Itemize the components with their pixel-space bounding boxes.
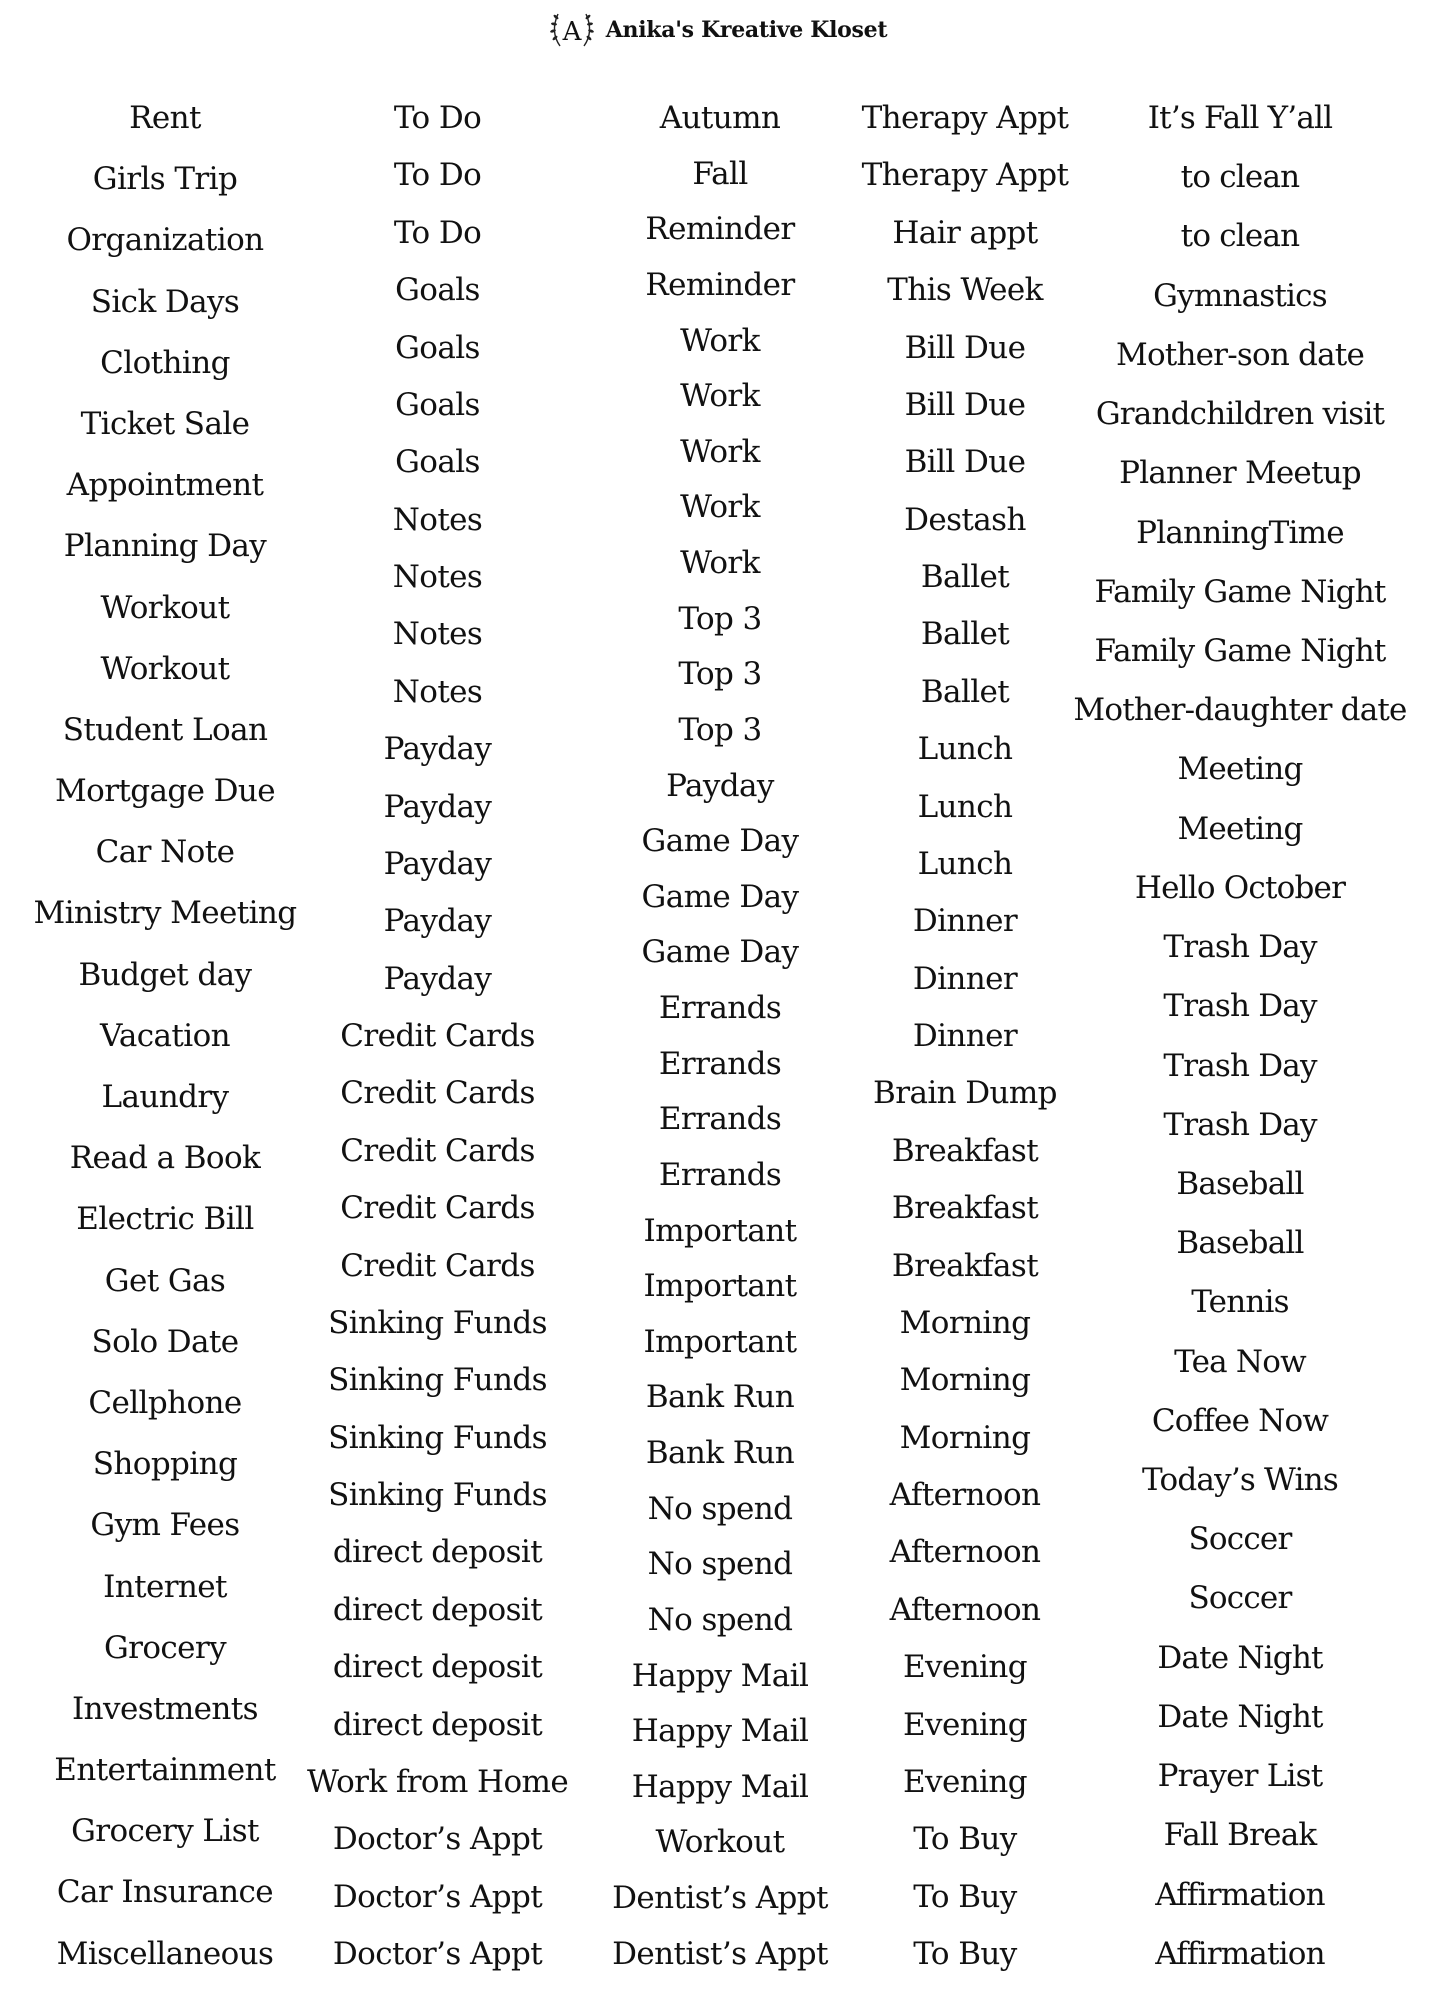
sticker-label: Ballet <box>920 616 1010 653</box>
sticker-label: to clean <box>1180 159 1300 196</box>
sticker-label: Family Game Night <box>1094 632 1386 669</box>
sticker-label: direct deposit <box>332 1649 543 1686</box>
sticker-label: Credit Cards <box>340 1132 535 1169</box>
sticker-label: Grandchildren visit <box>1095 396 1385 433</box>
sticker-column-2 <box>295 96 580 1976</box>
sticker-label: Rent <box>129 100 201 136</box>
sticker-label: Destash <box>904 501 1026 538</box>
sticker-label: Baseball <box>1176 1165 1304 1202</box>
sticker-label: No spend <box>647 1490 793 1527</box>
sticker-label: Car Note <box>95 834 235 871</box>
sticker-label: Afternoon <box>889 1534 1041 1571</box>
sticker-label: Tennis <box>1191 1284 1289 1321</box>
sticker-label: Workout <box>100 650 230 687</box>
sticker-label: Grocery <box>103 1629 227 1666</box>
sticker-label: Afternoon <box>889 1591 1041 1628</box>
sticker-label: Payday <box>383 845 492 882</box>
sticker-label: Ballet <box>920 673 1010 710</box>
sticker-label: Budget day <box>78 956 252 993</box>
sticker-label: Fall <box>692 155 748 192</box>
sticker-label: Payday <box>383 903 492 940</box>
sticker-label: Work from Home <box>306 1763 569 1800</box>
sticker-label: Sinking Funds <box>328 1304 547 1341</box>
sticker-label: Get Gas <box>104 1262 226 1299</box>
sticker-label: Goals <box>395 444 480 481</box>
sticker-label: Laundry <box>101 1079 229 1115</box>
sticker-label: Grocery List <box>71 1813 259 1850</box>
sticker-label: Ministry Meeting <box>33 895 297 932</box>
sticker-label: Goals <box>395 329 480 366</box>
sticker-label: Breakfast <box>891 1247 1039 1284</box>
sticker-label: Reminder <box>645 211 795 248</box>
sticker-label: Top 3 <box>678 711 762 748</box>
sticker-label: Goals <box>395 272 480 309</box>
sticker-label: Workout <box>655 1824 785 1861</box>
sticker-label: Notes <box>392 559 483 595</box>
sticker-label: Bank Run <box>645 1379 795 1416</box>
sticker-label: Tea Now <box>1174 1343 1306 1380</box>
sticker-label: Cellphone <box>88 1384 242 1421</box>
sticker-label: Notes <box>392 501 483 538</box>
header <box>0 8 1429 52</box>
sticker-label: Read a Book <box>69 1140 261 1177</box>
sticker-label: Work <box>680 545 760 581</box>
sticker-label: To Do <box>393 214 482 251</box>
sticker-label: Student Loan <box>62 711 268 748</box>
sticker-label: Afternoon <box>889 1477 1041 1513</box>
sticker-label: Girls Trip <box>92 161 238 198</box>
sticker-label: Credit Cards <box>340 1075 535 1112</box>
sticker-label: Sinking Funds <box>328 1362 547 1399</box>
sticker-label: Organization <box>66 222 264 259</box>
sticker-label: Morning <box>899 1362 1031 1399</box>
sticker-label: Errands <box>658 990 782 1026</box>
sticker-label: Investments <box>72 1690 258 1727</box>
sticker-label: direct deposit <box>332 1591 543 1628</box>
sticker-label: direct deposit <box>332 1706 543 1743</box>
sticker-label: Trash Day <box>1163 988 1317 1025</box>
sticker-label: Therapy Appt <box>861 100 1069 136</box>
sticker-label: Hello October <box>1134 869 1346 906</box>
sticker-label: Payday <box>383 788 492 825</box>
sticker-label: Reminder <box>645 266 795 303</box>
sticker-label: Breakfast <box>891 1132 1039 1169</box>
sticker-label: Mother-son date <box>1116 336 1364 373</box>
sticker-label: Therapy Appt <box>861 157 1069 194</box>
sticker-label: Work <box>680 489 760 526</box>
sticker-label: Miscellaneous <box>56 1935 274 1972</box>
sticker-label: To Buy <box>913 1821 1017 1858</box>
sticker-label: Internet <box>103 1568 227 1605</box>
sticker-label: Date Night <box>1157 1639 1323 1676</box>
sticker-label: Important <box>643 1212 797 1249</box>
sticker-column-3 <box>580 96 860 1976</box>
sticker-label: Baseball <box>1176 1225 1304 1262</box>
logo-initial: A <box>562 17 582 47</box>
sticker-label: Mother-daughter date <box>1073 692 1407 729</box>
sticker-label: Gym Fees <box>90 1507 240 1544</box>
sticker-label: Dentist’s Appt <box>612 1935 828 1972</box>
sticker-label: Dinner <box>912 1018 1018 1054</box>
sticker-label: Prayer List <box>1157 1758 1323 1795</box>
sticker-label: Evening <box>903 1649 1027 1686</box>
sticker-label: Dinner <box>912 903 1018 940</box>
sticker-label: Today’s Wins <box>1142 1462 1338 1499</box>
sticker-label: Work <box>680 322 760 359</box>
sticker-label: Appointment <box>66 467 264 504</box>
sticker-label: Date Night <box>1157 1698 1323 1735</box>
sticker-label: Coffee Now <box>1151 1402 1329 1439</box>
sticker-label: Meeting <box>1177 751 1303 788</box>
sticker-label: Credit Cards <box>340 1190 535 1227</box>
sticker-label: Planning Day <box>63 528 267 565</box>
sticker-label: It’s Fall Y’all <box>1147 100 1333 136</box>
sticker-label: Trash Day <box>1163 1106 1317 1143</box>
sticker-label: Evening <box>903 1706 1027 1743</box>
sticker-label: Fall Break <box>1163 1817 1317 1854</box>
sticker-label: Doctor’s Appt <box>332 1878 543 1915</box>
sticker-label: Bill Due <box>904 386 1026 423</box>
sticker-label: To Do <box>393 100 482 136</box>
sticker-label: No spend <box>647 1546 793 1583</box>
sticker-label: Morning <box>899 1419 1031 1456</box>
sticker-label: Breakfast <box>891 1190 1039 1227</box>
sticker-label: Electric Bill <box>76 1201 254 1238</box>
sticker-label: Credit Cards <box>340 1018 535 1054</box>
sticker-label: to clean <box>1180 218 1300 255</box>
sticker-label: Dinner <box>912 960 1018 997</box>
sticker-label: Ballet <box>920 559 1010 595</box>
sticker-label: Sick Days <box>90 283 240 320</box>
sticker-label: Credit Cards <box>340 1247 535 1284</box>
sticker-label: Important <box>643 1323 797 1360</box>
sticker-label: Sinking Funds <box>328 1419 547 1456</box>
sticker-label: Bank Run <box>645 1435 795 1471</box>
sticker-label: Work <box>680 433 760 470</box>
sticker-label: Errands <box>658 1156 782 1193</box>
sticker-label: Payday <box>383 960 492 997</box>
sticker-label: Mortgage Due <box>54 773 276 810</box>
sticker-label: Important <box>643 1268 797 1305</box>
sticker-label: Family Game Night <box>1094 573 1386 610</box>
sticker-label: Gymnastics <box>1153 277 1327 314</box>
sticker-label: Autumn <box>659 100 781 136</box>
sticker-label: To Buy <box>913 1936 1017 1972</box>
sticker-label: Errands <box>658 1045 782 1082</box>
sticker-label: Work <box>680 378 760 415</box>
sticker-label: Solo Date <box>91 1323 239 1360</box>
sticker-label: Top 3 <box>678 600 762 637</box>
sticker-label: Happy Mail <box>631 1768 809 1805</box>
sticker-label: Game Day <box>641 878 799 915</box>
sticker-label: Top 3 <box>678 656 762 693</box>
sticker-label: Notes <box>392 616 483 653</box>
sticker-column-5 <box>1060 96 1420 1976</box>
sticker-label: Lunch <box>917 731 1013 768</box>
sticker-label: Lunch <box>917 845 1013 882</box>
sticker-label: Trash Day <box>1163 929 1317 966</box>
sticker-label: Planner Meetup <box>1119 455 1361 492</box>
sticker-label: Happy Mail <box>631 1713 809 1750</box>
sticker-label: Game Day <box>641 823 799 860</box>
sticker-label: Goals <box>395 386 480 423</box>
sticker-label: Lunch <box>917 788 1013 825</box>
sticker-label: Car Insurance <box>56 1874 274 1911</box>
sticker-label: No spend <box>647 1601 793 1638</box>
sticker-label: Game Day <box>641 934 799 971</box>
sticker-label: Doctor’s Appt <box>332 1936 543 1972</box>
sticker-label: Evening <box>903 1763 1027 1800</box>
sticker-column-1 <box>20 96 310 1976</box>
sticker-label: Notes <box>392 673 483 710</box>
sticker-label: Bill Due <box>904 329 1026 366</box>
laurel-monogram-logo <box>542 8 602 52</box>
sticker-label: Soccer <box>1188 1580 1292 1617</box>
sticker-label: Morning <box>899 1304 1031 1341</box>
sticker-label: To Do <box>393 157 482 194</box>
sticker-label: Vacation <box>99 1017 231 1054</box>
sticker-label: Workout <box>100 589 230 626</box>
sticker-label: Payday <box>383 731 492 768</box>
sticker-label: Entertainment <box>54 1752 276 1789</box>
sticker-label: Errands <box>658 1101 782 1138</box>
sticker-label: This Week <box>887 272 1043 309</box>
sticker-label: Dentist’s Appt <box>612 1880 828 1916</box>
sticker-label: Soccer <box>1188 1521 1292 1558</box>
brand-name: Anika's Kreative Kloset <box>605 17 888 43</box>
sticker-label: Trash Day <box>1163 1047 1317 1084</box>
sticker-label: direct deposit <box>332 1534 543 1571</box>
sticker-label: Affirmation <box>1155 1935 1325 1972</box>
sticker-label: Bill Due <box>904 444 1026 481</box>
sticker-label: Brain Dump <box>873 1075 1057 1112</box>
sticker-label: Payday <box>666 767 774 804</box>
sticker-label: PlanningTime <box>1136 514 1344 551</box>
sticker-label: Doctor’s Appt <box>332 1821 543 1858</box>
sticker-label: Meeting <box>1177 810 1303 847</box>
sticker-label: Sinking Funds <box>328 1477 547 1513</box>
sticker-label: Affirmation <box>1155 1876 1325 1913</box>
sticker-label: Hair appt <box>892 214 1038 251</box>
sticker-label: Happy Mail <box>631 1657 809 1694</box>
sticker-label: Clothing <box>100 344 230 381</box>
sticker-label: To Buy <box>913 1878 1017 1915</box>
sticker-label: Shopping <box>92 1446 238 1483</box>
sticker-label: Ticket Sale <box>80 405 250 442</box>
